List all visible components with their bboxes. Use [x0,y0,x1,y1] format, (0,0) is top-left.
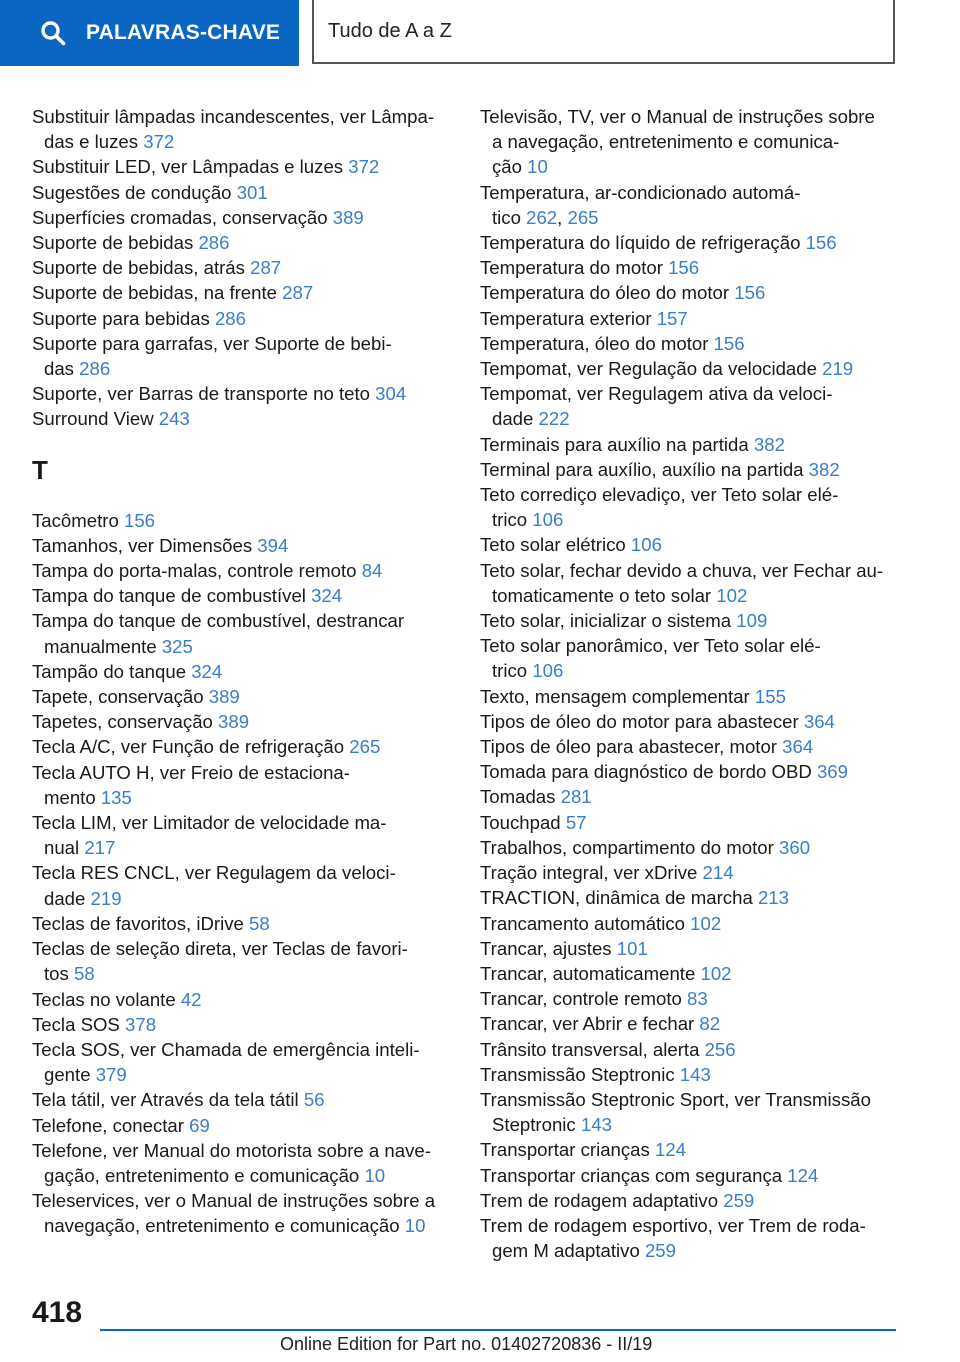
index-entry [32,1037,452,1087]
entry-text: Temperatura, ar-condicionado automá- [480,181,801,203]
page-link[interactable]: 156 [713,332,745,354]
entry-text: Tempomat, ver Regulagem ativa da veloci- [480,383,833,405]
entry-text-continued: gem M adaptativo [492,1240,645,1262]
top-bar [0,0,960,66]
index-entry [480,784,900,809]
entry-text: Texto, mensagem complementar [480,685,755,707]
entry-text: Substituir lâmpadas incandescentes, ver Lâmpa- [32,106,435,127]
entry-text: Terminais para auxílio na partida [480,433,754,455]
entry-text: Trabalhos, compartimento do motor [480,836,780,858]
page-link[interactable]: 135 [100,786,132,808]
page-link[interactable]: 157 [656,307,688,329]
entry-text: Tampa do tanque de combustível [32,585,312,607]
index-entry [480,1087,900,1137]
entry-text: Trancamento automático [480,912,691,934]
page-link[interactable]: 262 [526,206,558,228]
page-link[interactable]: 106 [532,509,564,531]
index-entry [480,961,900,986]
page-link[interactable]: 364 [782,736,814,758]
page-link[interactable]: 325 [161,635,193,657]
entry-text: Transmissão Steptronic [480,1063,680,1085]
index-entry [32,987,452,1012]
entry-text-continued: ção [492,156,528,178]
index-entry [32,306,452,331]
index-entry [32,280,452,305]
entry-text: Trancar, controle remoto [480,988,688,1010]
index-entry [480,835,900,860]
page-link[interactable]: 83 [687,988,708,1010]
page-link[interactable]: 143 [679,1063,711,1085]
index-entry [32,911,452,936]
index-entry [480,1011,900,1036]
entry-text: Tela tátil, ver Através da tela tátil [32,1089,304,1111]
index-column-left [32,104,452,1239]
entry-text: Telefone, ver Manual do motorista sobre a nave- [32,1139,431,1161]
entry-text: Trancar, ajustes [480,937,617,959]
entry-text: Trancar, ver Abrir e fechar [480,1013,700,1035]
entry-text: Trem de rodagem adaptativo [480,1189,724,1211]
page-link[interactable]: 10 [527,156,548,178]
page-link[interactable]: 389 [332,206,364,228]
page-link[interactable]: 106 [532,660,564,682]
entry-text: Teclas no volante [32,988,181,1010]
entry-text: Televisão, TV, ver o Manual de instruções sobre [480,106,875,127]
entry-text: Teto solar panorâmico, ver Teto solar elé- [480,635,821,657]
entry-text-continued: trico [492,509,533,531]
entry-text: Tampão do tanque [32,660,192,682]
entry-text: Tecla SOS [32,1013,126,1035]
index-entry [480,885,900,910]
page-link[interactable]: 213 [757,887,789,909]
tab-label: Tudo de A a Z [328,19,452,42]
index-entry [480,911,900,936]
entry-text: Substituir LED, ver Lâmpadas e luzes [32,156,349,178]
index-entry [32,583,452,608]
index-entry [480,1163,900,1188]
page-link[interactable]: 360 [779,836,811,858]
entry-text: Suporte de bebidas, atrás [32,257,251,279]
index-entry [480,457,900,482]
index-entry [480,759,900,784]
entry-text: Transmissão Steptronic Sport, ver Transmissão [480,1088,871,1110]
index-entry [480,532,900,557]
index-entry [480,1213,900,1263]
index-entry: Temperatura, ar-condicionado automá- tico 262, 265 [480,181,801,228]
page-link[interactable]: 372 [143,131,175,153]
entry-text: Suporte, ver Barras de transporte no teto [32,383,376,405]
page-link[interactable]: 156 [123,509,156,531]
entry-text: Suporte de bebidas, na frente [32,282,283,304]
entry-text: Temperatura do líquido de refrigeração [480,232,806,254]
page-link[interactable]: 56 [303,1089,325,1111]
page-link[interactable]: 286 [214,307,246,329]
index-entry [480,1062,900,1087]
entry-text: Tomadas [480,786,561,808]
index-entry [32,533,452,558]
index-entry [32,230,452,255]
entry-text: Tecla SOS, ver Chamada de emergência inteli- [32,1038,420,1060]
entry-text: Tapete, conservação [32,686,209,708]
page-link[interactable]: 219 [822,358,854,380]
page-link[interactable]: 109 [736,610,768,632]
index-entry [32,810,452,860]
index-entry [32,684,452,709]
entry-text-continued: tos [44,963,74,985]
entry-text: Teto solar, inicializar o sistema [480,610,737,632]
entry-text-continued: das e luzes [44,131,144,153]
page-link[interactable]: 101 [616,937,648,959]
page-link[interactable]: 42 [180,988,202,1010]
page-link[interactable]: 69 [189,1114,210,1136]
index-entry [480,255,900,280]
entry-text-continued: Steptronic [492,1114,581,1136]
entry-text: Tapetes, conservação [32,711,219,733]
index-entry [480,432,900,457]
edition-footer: Online Edition for Part no. 01402720836 - II/19 [280,1334,653,1354]
index-entry [480,608,900,633]
entry-text-continued: gente [44,1064,96,1086]
entry-text: Tecla AUTO H, ver Freio de estaciona- [32,761,350,783]
entry-text-continued: trico [492,660,533,682]
entry-text: Temperatura, óleo do motor [480,332,714,354]
index-entry [32,734,452,759]
index-entry [32,936,452,986]
entry-text: Tampa do tanque de combustível, destrancar [32,610,405,632]
index-entry [32,406,452,431]
index-entry [480,104,900,180]
entry-text-continued: das [44,358,80,380]
index-entry [32,1113,452,1138]
page-link[interactable]: 106 [630,534,662,556]
entry-text: Tampa do porta-malas, controle remoto [32,560,362,582]
entry-text-continued: manualmente [44,635,162,657]
page-link[interactable]: 10 [404,1215,426,1237]
entry-text-continued: nual [44,837,85,859]
page-link[interactable]: 102 [716,584,748,606]
page-link[interactable]: 259 [644,1240,676,1262]
entry-text: Teleservices, ver o Manual de instruções sobre a [32,1190,436,1212]
page-link[interactable]: 58 [249,912,270,934]
entry-text: Teclas de seleção direta, ver Teclas de favori- [32,938,408,960]
entry-text: Touchpad [480,811,566,833]
index-entry [32,1087,452,1112]
index-entry [32,860,452,910]
page-link[interactable]: 389 [208,686,240,708]
entry-text: Terminal para auxílio, auxílio na partida [480,458,809,480]
entry-text: Teto corrediço elevadiço, ver Teto solar elé- [480,484,839,506]
page-link[interactable]: 214 [702,862,734,884]
index-entry [32,608,452,658]
index-entry [32,1012,452,1037]
index-entry [480,1188,900,1213]
page-link[interactable]: 382 [808,458,840,480]
page-link[interactable]: 394 [257,534,289,556]
page-link[interactable]: 156 [734,282,766,304]
footer-divider [100,1329,896,1331]
index-entry [480,558,900,608]
entry-text: Teto solar, fechar devido a chuva, ver Fechar au- [480,559,884,581]
index-entry [480,381,900,431]
tab-all-a-to-z[interactable] [312,0,895,64]
entry-text-continued: a navegação, entretenimento e comunica- [492,131,840,153]
index-entry [480,986,900,1011]
entry-text: Tecla A/C, ver Função de refrigeração [32,736,350,758]
entry-text: Trem de rodagem esportivo, ver Trem de roda- [480,1214,866,1236]
index-entry [480,331,900,356]
entry-text: Tacômetro [32,509,124,531]
page-link[interactable]: 324 [191,660,223,682]
entry-text: Suporte para garrafas, ver Suporte de bebi- [32,332,392,354]
entry-text: Temperatura do óleo do motor [480,282,735,304]
page-link[interactable]: 382 [753,433,785,455]
entry-text: Tempomat, ver Regulação da velocidade [480,358,823,380]
index-entry [480,230,900,255]
page-link[interactable]: 256 [704,1038,736,1060]
entry-text: Tecla LIM, ver Limitador de velocidade ma- [32,812,387,834]
index-entry [32,1138,452,1188]
entry-text-continued: dade [44,887,91,909]
page-link[interactable]: 287 [250,257,282,279]
page-link[interactable]: 378 [125,1013,157,1035]
index-entry [32,1188,452,1238]
page-link[interactable]: 156 [668,257,700,279]
page-link[interactable]: 364 [803,710,835,732]
page-link[interactable]: 286 [198,232,230,254]
page-link[interactable]: 265 [567,206,599,228]
index-entry [32,381,452,406]
index-entry [480,633,900,683]
entry-text: Suporte para bebidas [32,307,215,329]
section-letter: T [32,454,48,485]
keywords-label: PALAVRAS-CHAVE [86,21,281,44]
keywords-button[interactable] [0,0,299,66]
page-link[interactable]: 301 [236,181,268,203]
entry-text: Surround View [32,408,159,430]
index-entry [480,280,900,305]
page-link[interactable]: 156 [805,232,837,254]
page-link[interactable]: 124 [654,1139,687,1161]
page-link[interactable]: 143 [580,1114,612,1136]
page-link[interactable]: 281 [560,786,592,808]
index-entry [32,255,452,280]
entry-text: Temperatura do motor [480,257,669,279]
page-link[interactable]: 222 [538,408,570,430]
page-link[interactable]: 287 [282,282,314,304]
entry-text: Transportar crianças com segurança [480,1164,788,1186]
page-link[interactable]: 124 [787,1164,819,1186]
page-link[interactable]: 265 [349,736,381,758]
entry-text-continued: navegação, entretenimento e comunicação [44,1215,405,1237]
index-entry [480,734,900,759]
index-entry [480,306,900,331]
page-link[interactable]: 10 [364,1164,386,1186]
index-entry [480,936,900,961]
index-entry [480,1137,900,1162]
entry-text: Tipos de óleo para abastecer, motor [480,736,783,758]
index-entry [32,205,452,230]
index-entry [32,558,452,583]
index-entry [32,104,452,154]
page-link[interactable]: 102 [700,962,732,984]
page-link[interactable]: 304 [375,383,407,405]
entry-text-continued: mento [44,786,101,808]
page-link[interactable]: 324 [311,585,343,607]
index-entry [480,860,900,885]
entry-text: Teto solar elétrico [480,534,631,556]
index-entry [480,684,900,709]
index-entry [32,331,452,381]
entry-text: Teclas de favoritos, iDrive [32,912,250,934]
index-entry [480,482,900,532]
index-entry [480,709,900,734]
entry-text: Telefone, conectar [32,1114,190,1136]
index-entry [480,1037,900,1062]
index-column-right [480,104,900,1263]
index-entry [32,154,452,179]
page-link[interactable]: 217 [84,837,116,859]
entry-text: Tipos de óleo do motor para abastecer [480,710,804,732]
index-entry [480,810,900,835]
entry-text: TRACTION, dinâmica de marcha [480,887,758,909]
entry-text: Transportar crianças [480,1139,655,1161]
page-link[interactable]: 243 [158,408,190,430]
index-entry [32,659,452,684]
entry-text: Superfícies cromadas, conservação [32,206,333,228]
page-link[interactable]: 82 [699,1013,721,1035]
entry-text: Trânsito transversal, alerta [480,1038,705,1060]
entry-text: Temperatura exterior [480,307,657,329]
index-entry [32,709,452,734]
entry-text: Tecla RES CNCL, ver Regulagem da veloci- [32,862,396,884]
page-link[interactable]: 102 [690,912,722,934]
entry-text: Tamanhos, ver Dimensões [32,534,258,556]
page-link[interactable]: 219 [90,887,122,909]
entry-text-continued: tico [492,206,527,228]
index-entry [32,180,452,205]
entry-text-continued: tomaticamente o teto solar [492,584,717,606]
index-entry [480,356,900,381]
entry-text: Suporte de bebidas [32,232,199,254]
page-link[interactable]: 84 [361,560,383,582]
page-link[interactable]: 155 [754,685,786,707]
entry-text-continued: dade [492,408,539,430]
page-link[interactable]: 286 [79,358,111,380]
entry-text: Tomada para diagnóstico de bordo OBD [480,761,817,783]
page-number: 418 [32,1296,83,1329]
page-link[interactable]: 58 [73,963,95,985]
entry-text: Trancar, automaticamente [480,962,701,984]
entry-text: Tração integral, ver xDrive [480,862,703,884]
index-entry [32,508,452,533]
page-link[interactable]: 57 [565,811,587,833]
index-entry [32,760,452,810]
entry-text: Sugestões de condução [32,181,237,203]
search-icon [40,20,66,46]
page-link[interactable]: 259 [723,1189,755,1211]
entry-text-continued: gação, entretenimento e comunicação [44,1164,365,1186]
page-link[interactable]: 372 [348,156,380,178]
page-link[interactable]: 389 [218,711,250,733]
page-link[interactable]: 369 [816,761,848,783]
page-link[interactable]: 379 [95,1064,127,1086]
